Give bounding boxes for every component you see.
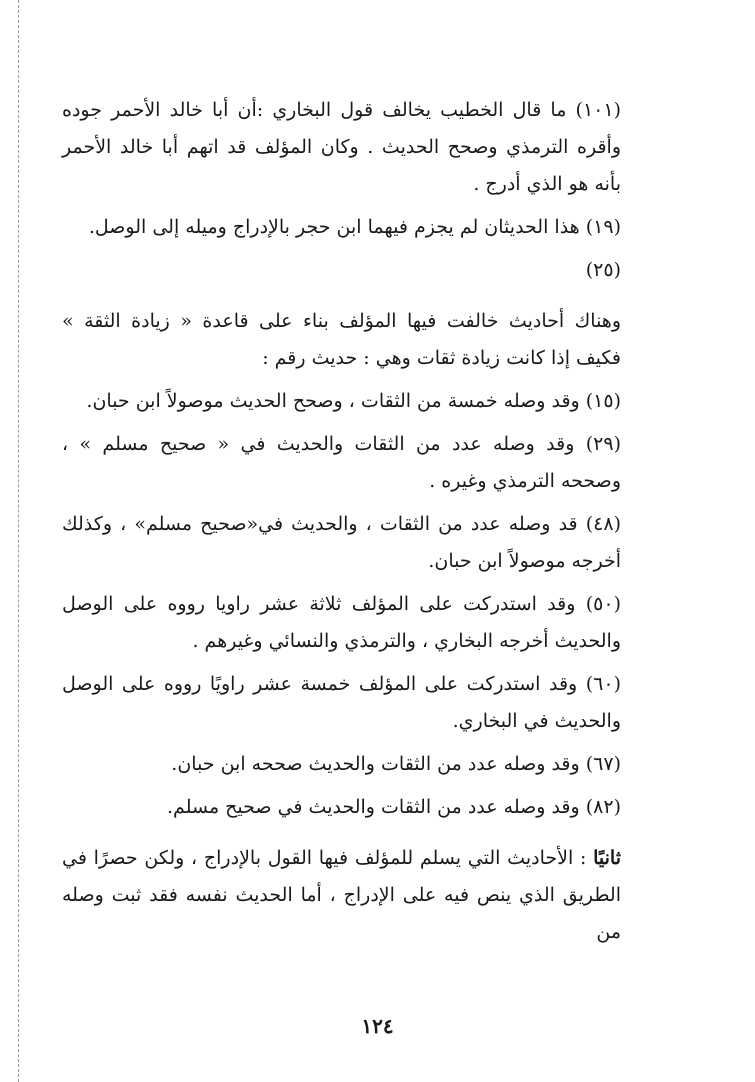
second-text: : الأحاديث التي يسلم للمؤلف فيها القول بالإدراج ، ولكن حصرًا في الطريق الذي ينص فيه على الإدراج ، أما الحديث نفسه فقد ثبت وصله من — [62, 847, 621, 943]
paragraph-second — [62, 840, 673, 951]
page-number: ١٢٤ — [361, 1014, 394, 1038]
paragraph-67: (٦٧) وقد وصله عدد من الثقات والحديث صححه ابن حبان. — [171, 753, 621, 775]
page-body — [62, 92, 673, 951]
paragraph-48: (٤٨) قد وصله عدد من الثقات ، والحديث في«صحيح مسلم» ، وكذلك أخرجه موصولاً ابن حبان. — [62, 513, 621, 572]
paragraph-intro: وهناك أحاديث خالفت فيها المؤلف بناء على قاعدة « زيادة الثقة » فكيف إذا كانت زيادة ثقات وهي : حديث رقم : — [62, 310, 621, 369]
paragraph-25: (٢٥) — [585, 259, 621, 281]
paragraph-101: (١٠١) ما قال الخطيب يخالف قول البخاري :أن أبا خالد الأحمر جوده وأقره الترمذي وصحح الحديث . وكان المؤلف قد اتهم أبا خالد الأحمر بأنه هو الذي أدرج . — [62, 99, 621, 195]
paragraph-15: (١٥) وقد وصله خمسة من الثقات ، وصحح الحديث موصولاً ابن حبان. — [86, 390, 621, 412]
paragraph-50: (٥٠) وقد استدركت على المؤلف ثلاثة عشر راويا رووه على الوصل والحديث أخرجه البخاري ، والترمذي والنسائي وغيرهم . — [62, 593, 621, 652]
page-edge-dashed-line — [18, 0, 19, 1082]
paragraph-19: (١٩) هذا الحديثان لم يجزم فيهما ابن حجر بالإدراج وميله إلى الوصل. — [88, 216, 621, 238]
paragraph-29: (٢٩) وقد وصله عدد من الثقات والحديث في « صحيح مسلم » ، وصححه الترمذي وغيره . — [62, 433, 621, 492]
paragraph-60: (٦٠) وقد استدركت على المؤلف خمسة عشر راويًا رووه على الوصل والحديث في البخاري. — [62, 673, 621, 732]
second-label: ثانيًا — [593, 847, 621, 869]
paragraph-82: (٨٢) وقد وصله عدد من الثقات والحديث في صحيح مسلم. — [167, 796, 621, 818]
